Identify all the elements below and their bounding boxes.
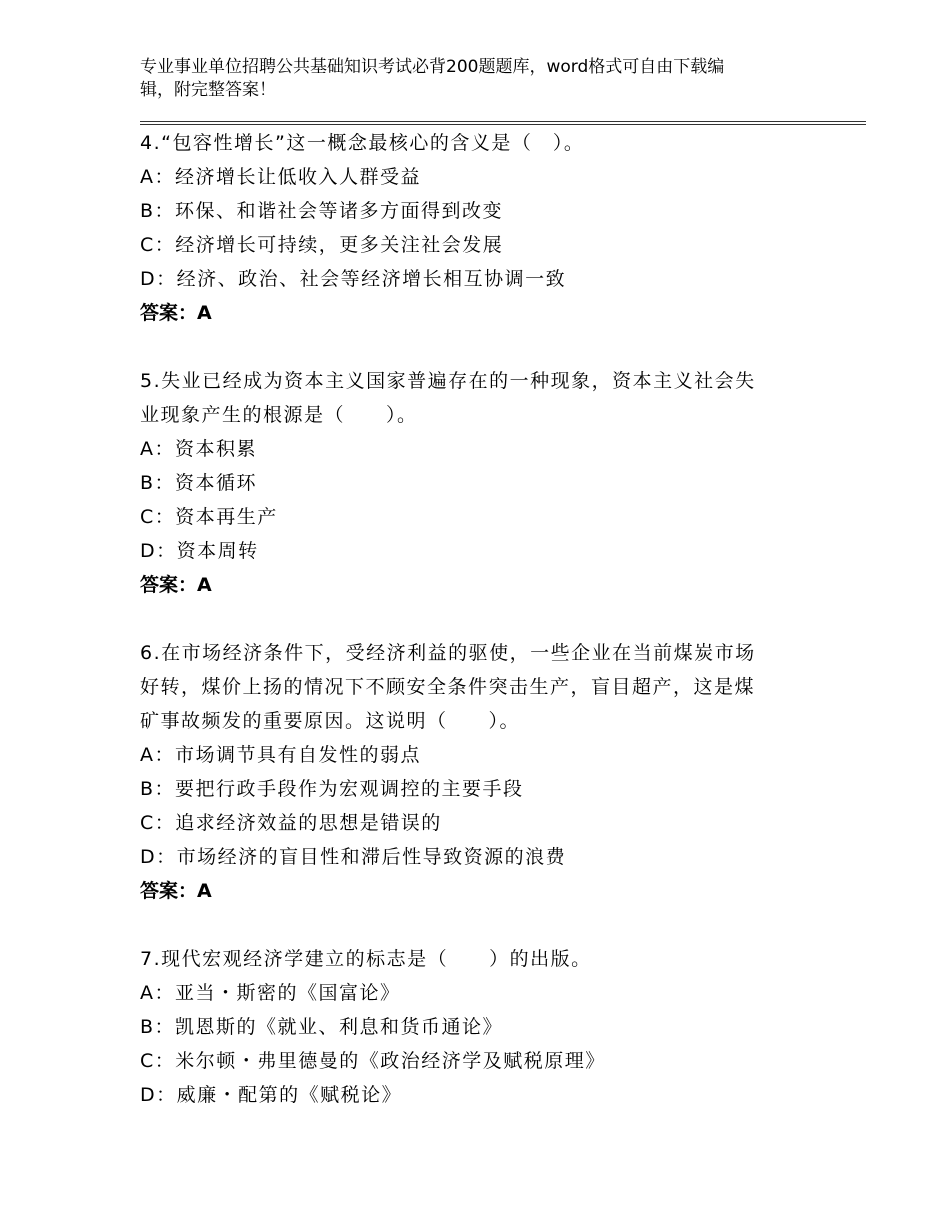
question-block bbox=[140, 126, 800, 330]
option-b: B：凯恩斯的《就业、利息和货币通论》 bbox=[140, 1016, 504, 1038]
header-rule-top bbox=[140, 121, 866, 122]
answer-label: 答案：A bbox=[140, 574, 212, 596]
header-rule-bottom bbox=[140, 124, 866, 125]
option-c: C：追求经济效益的思想是错误的 bbox=[140, 812, 442, 834]
option-a: A：亚当・斯密的《国富论》 bbox=[140, 982, 401, 1004]
spacer bbox=[140, 602, 800, 636]
option-d: D：威廉・配第的《赋税论》 bbox=[140, 1084, 403, 1106]
answer-label: 答案：A bbox=[140, 302, 212, 324]
question-stem: 业现象产生的根源是（ ）。 bbox=[140, 404, 418, 426]
option-b: B：资本循环 bbox=[140, 472, 258, 494]
spacer bbox=[140, 330, 800, 364]
question-stem: 6.在市场经济条件下，受经济利益的驱使，一些企业在当前煤炭市场 bbox=[140, 642, 756, 664]
document-header bbox=[140, 56, 790, 102]
option-b: B：环保、和谐社会等诸多方面得到改变 bbox=[140, 200, 504, 222]
question-block bbox=[140, 942, 800, 1112]
question-stem: 7.现代宏观经济学建立的标志是（ ）的出版。 bbox=[140, 948, 592, 970]
question-stem: 4.“包容性增长”这一概念最核心的含义是（ ）。 bbox=[140, 132, 585, 154]
option-d: D：资本周转 bbox=[140, 540, 259, 562]
option-d: D：市场经济的盲目性和滞后性导致资源的浪费 bbox=[140, 846, 567, 868]
question-list bbox=[140, 126, 800, 1112]
question-stem: 好转，煤价上扬的情况下不顾安全条件突击生产，盲目超产，这是煤 bbox=[140, 676, 756, 698]
header-line-1: 专业事业单位招聘公共基础知识考试必背200题题库，word格式可自由下载编 bbox=[140, 57, 725, 77]
answer-label: 答案：A bbox=[140, 880, 212, 902]
option-d: D：经济、政治、社会等经济增长相互协调一致 bbox=[140, 268, 567, 290]
question-block bbox=[140, 636, 800, 908]
header-line-2: 辑，附完整答案！ bbox=[140, 80, 276, 100]
option-b: B：要把行政手段作为宏观调控的主要手段 bbox=[140, 778, 524, 800]
option-a: A：经济增长让低收入人群受益 bbox=[140, 166, 421, 188]
option-a: A：市场调节具有自发性的弱点 bbox=[140, 744, 421, 766]
question-block bbox=[140, 364, 800, 602]
question-stem: 5.失业已经成为资本主义国家普遍存在的一种现象，资本主义社会失 bbox=[140, 370, 756, 392]
option-c: C：经济增长可持续，更多关注社会发展 bbox=[140, 234, 504, 256]
option-c: C：资本再生产 bbox=[140, 506, 278, 528]
spacer bbox=[140, 908, 800, 942]
option-c: C：米尔顿・弗里德曼的《政治经济学及赋税原理》 bbox=[140, 1050, 606, 1072]
option-a: A：资本积累 bbox=[140, 438, 257, 460]
question-stem: 矿事故频发的重要原因。这说明（ ）。 bbox=[140, 710, 521, 732]
